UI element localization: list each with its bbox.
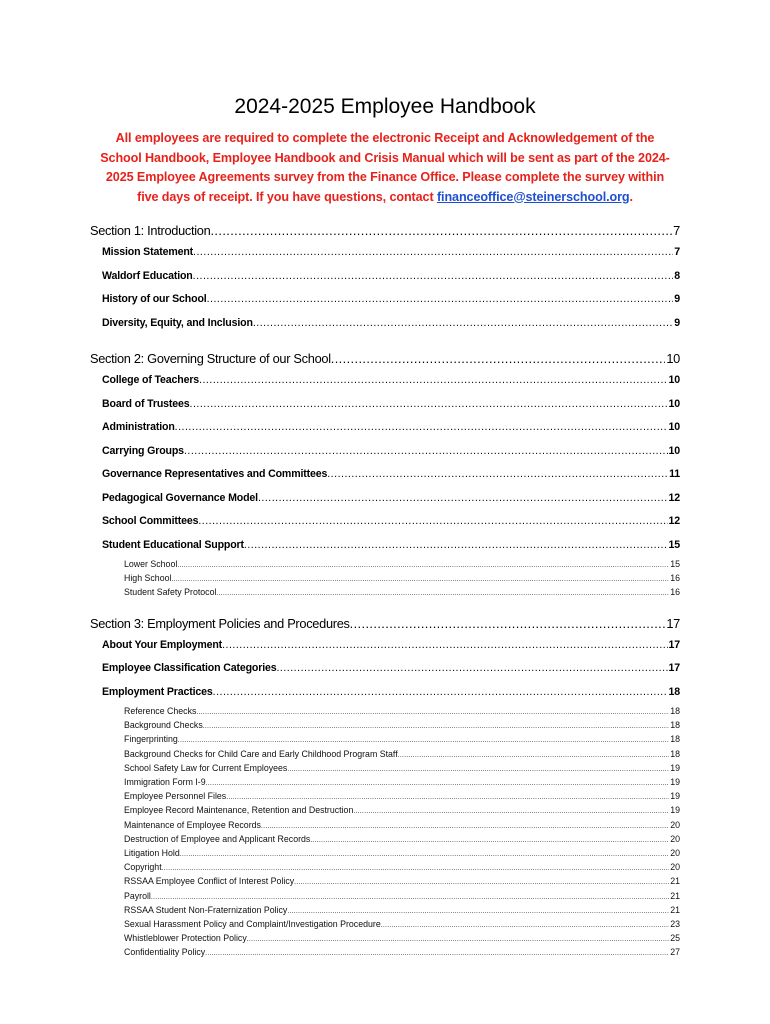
toc-item-mission-statement[interactable] bbox=[90, 241, 680, 265]
toc-page-number: 19 bbox=[670, 762, 680, 773]
dot-leader bbox=[198, 510, 667, 534]
toc-entry-label: Litigation Hold bbox=[124, 847, 180, 858]
dot-leader bbox=[210, 221, 672, 241]
toc-entry-label: Mission Statement bbox=[102, 246, 194, 258]
toc-page-number: 27 bbox=[670, 947, 680, 958]
dot-leader bbox=[193, 241, 673, 265]
toc-item-history-of-our-school[interactable] bbox=[90, 288, 680, 312]
toc-entry-label: Maintenance of Employee Records bbox=[124, 819, 261, 830]
dot-leader bbox=[276, 657, 667, 681]
dot-leader bbox=[331, 349, 666, 369]
dot-leader bbox=[222, 634, 667, 658]
dot-leader bbox=[180, 848, 669, 862]
toc-page-number: 18 bbox=[670, 734, 680, 745]
toc-page-number: 17 bbox=[666, 615, 680, 631]
toc-entry-label: Employee Personnel Files bbox=[124, 791, 227, 802]
dot-leader bbox=[190, 393, 668, 417]
toc-subitem-employee-personnel-files[interactable] bbox=[90, 789, 680, 803]
toc-item-employee-classification-categories[interactable] bbox=[90, 657, 680, 681]
toc-subitem-whistleblower-protection-policy[interactable] bbox=[90, 931, 680, 945]
toc-entry-label: Section 3: Employment Policies and Procedures bbox=[90, 615, 350, 631]
dot-leader bbox=[203, 720, 669, 734]
toc-item-about-your-employment[interactable] bbox=[90, 634, 680, 658]
toc-subitem-litigation-hold[interactable] bbox=[90, 846, 680, 860]
toc-page-number: 10 bbox=[668, 397, 680, 410]
toc-page-number: 11 bbox=[669, 468, 680, 480]
toc-entry-label: Payroll bbox=[124, 890, 151, 901]
toc-entry-label: School Safety Law for Current Employees bbox=[124, 762, 288, 773]
dot-leader bbox=[327, 463, 668, 487]
toc-page-number: 10 bbox=[668, 444, 680, 457]
toc-subitem-lower-school[interactable] bbox=[90, 557, 680, 571]
toc-entry-label: Fingerprinting bbox=[124, 734, 178, 745]
page-title: 2024-2025 Employee Handbook bbox=[234, 95, 536, 118]
toc-entry-label: Waldorf Education bbox=[102, 269, 193, 282]
dot-leader bbox=[171, 573, 669, 587]
toc-subitem-immigration-form-i-9[interactable] bbox=[90, 775, 680, 789]
toc-item-diversity-equity-and-inclusion[interactable] bbox=[90, 312, 680, 336]
toc-entry-label: High School bbox=[124, 573, 172, 584]
dot-leader bbox=[205, 947, 669, 961]
toc-entry-label: Administration bbox=[102, 421, 175, 433]
toc-subitem-fingerprinting[interactable] bbox=[90, 732, 680, 746]
toc-item-student-educational-support[interactable] bbox=[90, 534, 680, 558]
dot-leader bbox=[353, 805, 669, 819]
toc-section-1[interactable] bbox=[90, 221, 680, 241]
dot-leader bbox=[350, 614, 666, 634]
dot-leader bbox=[247, 933, 669, 947]
toc-page-number: 10 bbox=[668, 421, 680, 433]
toc-entry-label: Section 1: Introduction bbox=[90, 223, 211, 238]
toc-page-number: 17 bbox=[668, 638, 680, 651]
toc-subitem-reference-checks[interactable] bbox=[90, 704, 680, 718]
toc-page-number: 9 bbox=[674, 293, 680, 305]
section-spacer bbox=[90, 335, 680, 347]
toc-subitem-employee-record-maintenance-retention-and-destruction[interactable] bbox=[90, 803, 680, 817]
toc-subitem-background-checks-for-child-care-and-early-childhood-program-staff[interactable] bbox=[90, 747, 680, 761]
dot-leader bbox=[196, 706, 669, 720]
toc-section-3[interactable] bbox=[90, 614, 680, 634]
toc-page-number: 23 bbox=[670, 918, 680, 929]
toc-item-carrying-groups[interactable] bbox=[90, 440, 680, 464]
toc-page-number: 19 bbox=[670, 777, 680, 787]
toc-entry-label: Employee Classification Categories bbox=[102, 662, 277, 675]
toc-subitem-confidentiality-policy[interactable] bbox=[90, 945, 680, 959]
finance-office-email-link[interactable]: financeoffice@steinerschool.org bbox=[436, 189, 630, 204]
dot-leader bbox=[294, 876, 669, 890]
toc-entry-label: College of Teachers bbox=[102, 374, 200, 386]
toc-entry-label: Pedagogical Governance Model bbox=[102, 491, 258, 504]
toc-item-pedagogical-governance-model[interactable] bbox=[90, 487, 680, 511]
toc-page-number: 16 bbox=[670, 587, 680, 598]
toc-section-2[interactable] bbox=[90, 349, 680, 369]
toc-subitem-student-safety-protocol[interactable] bbox=[90, 585, 680, 599]
notice-end: . bbox=[629, 189, 633, 204]
toc-entry-label: Carrying Groups bbox=[102, 444, 184, 457]
toc-entry-label: Destruction of Employee and Applicant Records bbox=[124, 833, 311, 844]
toc-page-number: 16 bbox=[670, 573, 680, 584]
dot-leader bbox=[213, 681, 668, 705]
dot-leader bbox=[381, 919, 669, 933]
toc-entry-label: Governance Representatives and Committees bbox=[102, 468, 328, 480]
toc-entry-label: Reference Checks bbox=[124, 706, 197, 717]
toc-entry-label: History of our School bbox=[102, 293, 207, 305]
toc-page-number: 18 bbox=[670, 720, 680, 731]
toc-page-number: 20 bbox=[670, 862, 680, 873]
toc-page-number: 20 bbox=[670, 833, 680, 844]
toc-entry-label: Diversity, Equity, and Inclusion bbox=[102, 316, 253, 329]
dot-leader bbox=[184, 440, 668, 464]
toc-subitem-rssaa-employee-conflict-of-interest-policy[interactable] bbox=[90, 874, 680, 888]
toc-entry-label: Background Checks bbox=[124, 720, 203, 731]
dot-leader bbox=[207, 288, 674, 312]
toc-page-number: 20 bbox=[670, 819, 680, 830]
toc-subitem-rssaa-student-non-fraternization-policy[interactable] bbox=[90, 903, 680, 917]
toc-subitem-maintenance-of-employee-records[interactable] bbox=[90, 818, 680, 832]
toc-entry-label: RSSAA Student Non-Fraternization Policy bbox=[124, 904, 288, 915]
toc-entry-label: Whistleblower Protection Policy bbox=[124, 933, 247, 944]
toc-item-board-of-trustees[interactable] bbox=[90, 393, 680, 417]
toc-subitem-copyright[interactable] bbox=[90, 860, 680, 874]
toc-page-number: 12 bbox=[668, 491, 680, 504]
toc-entry-label: Employee Record Maintenance, Retention and Destruction bbox=[124, 805, 354, 816]
toc-page-number: 10 bbox=[668, 374, 680, 386]
toc-item-employment-practices[interactable] bbox=[90, 681, 680, 705]
acknowledgement-notice bbox=[94, 129, 676, 207]
toc-item-school-committees[interactable] bbox=[90, 510, 680, 534]
toc-entry-label: Student Safety Protocol bbox=[124, 587, 217, 598]
toc-page-number: 20 bbox=[670, 847, 680, 858]
notice-text: All employees are required to complete the electronic Receipt and Acknowledgement of the School Handbook, Employee Handbook and Crisis Manual which will be sent as part of the 2024-2025 Employee Agreements survey from the Finance Office. Please complete the survey within five days of receipt. If you have questions, contact bbox=[100, 131, 670, 204]
dot-leader bbox=[206, 777, 670, 791]
toc-page-number: 7 bbox=[673, 223, 680, 238]
dot-leader bbox=[193, 265, 674, 289]
toc-page-number: 17 bbox=[668, 662, 680, 675]
toc-entry-label: Section 2: Governing Structure of our School bbox=[90, 351, 331, 366]
toc-page-number: 18 bbox=[670, 706, 680, 717]
toc-page-number: 7 bbox=[674, 246, 680, 258]
toc-entry-label: Immigration Form I-9 bbox=[124, 777, 206, 787]
toc-entry-label: Copyright bbox=[124, 862, 162, 873]
dot-leader bbox=[310, 834, 669, 848]
toc-entry-label: Student Educational Support bbox=[102, 538, 244, 551]
toc-page-number: 19 bbox=[670, 805, 680, 816]
toc-subitem-background-checks[interactable] bbox=[90, 718, 680, 732]
dot-leader bbox=[398, 749, 670, 763]
toc-page-number: 18 bbox=[668, 685, 680, 698]
toc-entry-label: School Committees bbox=[102, 515, 199, 527]
dot-leader bbox=[199, 369, 667, 393]
toc-subitem-sexual-harassment-policy-and-complaint-investigation-procedure[interactable] bbox=[90, 917, 680, 931]
toc-page-number: 21 bbox=[670, 890, 680, 901]
toc-page-number: 8 bbox=[674, 269, 680, 282]
toc-entry-label: About Your Employment bbox=[102, 638, 223, 651]
toc-entry-label: RSSAA Employee Conflict of Interest Policy bbox=[124, 876, 295, 887]
toc-page-number: 21 bbox=[670, 876, 680, 887]
dot-leader bbox=[287, 763, 669, 777]
toc-page-number: 21 bbox=[670, 904, 680, 915]
toc-item-college-of-teachers[interactable] bbox=[90, 369, 680, 393]
toc-item-waldorf-education[interactable] bbox=[90, 265, 680, 289]
toc-page-number: 19 bbox=[670, 791, 680, 802]
toc-page-number: 25 bbox=[670, 933, 680, 944]
toc-page-number: 18 bbox=[670, 748, 680, 759]
toc-entry-label: Confidentiality Policy bbox=[124, 947, 206, 958]
toc-page-number: 15 bbox=[668, 538, 680, 551]
toc-page-number: 10 bbox=[666, 351, 680, 366]
toc-entry-label: Lower School bbox=[124, 559, 178, 569]
toc-entry-label: Board of Trustees bbox=[102, 397, 190, 410]
toc-page-number: 9 bbox=[674, 316, 680, 329]
dot-leader bbox=[258, 487, 668, 511]
dot-leader bbox=[261, 820, 669, 834]
dot-leader bbox=[244, 534, 668, 558]
toc-entry-label: Background Checks for Child Care and Early Childhood Program Staff bbox=[124, 748, 398, 759]
table-of-contents bbox=[90, 221, 680, 959]
toc-subitem-payroll[interactable] bbox=[90, 889, 680, 903]
toc-entry-label: Employment Practices bbox=[102, 685, 213, 698]
toc-page-number: 15 bbox=[670, 559, 680, 569]
dot-leader bbox=[177, 559, 669, 573]
toc-item-administration[interactable] bbox=[90, 416, 680, 440]
dot-leader bbox=[175, 416, 668, 440]
dot-leader bbox=[253, 312, 673, 336]
toc-subitem-destruction-of-employee-and-applicant-records[interactable] bbox=[90, 832, 680, 846]
toc-subitem-school-safety-law-for-current-employees[interactable] bbox=[90, 761, 680, 775]
toc-entry-label: Sexual Harassment Policy and Complaint/Investigation Procedure bbox=[124, 918, 381, 929]
dot-leader bbox=[216, 587, 669, 601]
toc-page-number: 12 bbox=[668, 515, 680, 527]
toc-subitem-high-school[interactable] bbox=[90, 571, 680, 585]
toc-item-governance-representatives-and-committees[interactable] bbox=[90, 463, 680, 487]
